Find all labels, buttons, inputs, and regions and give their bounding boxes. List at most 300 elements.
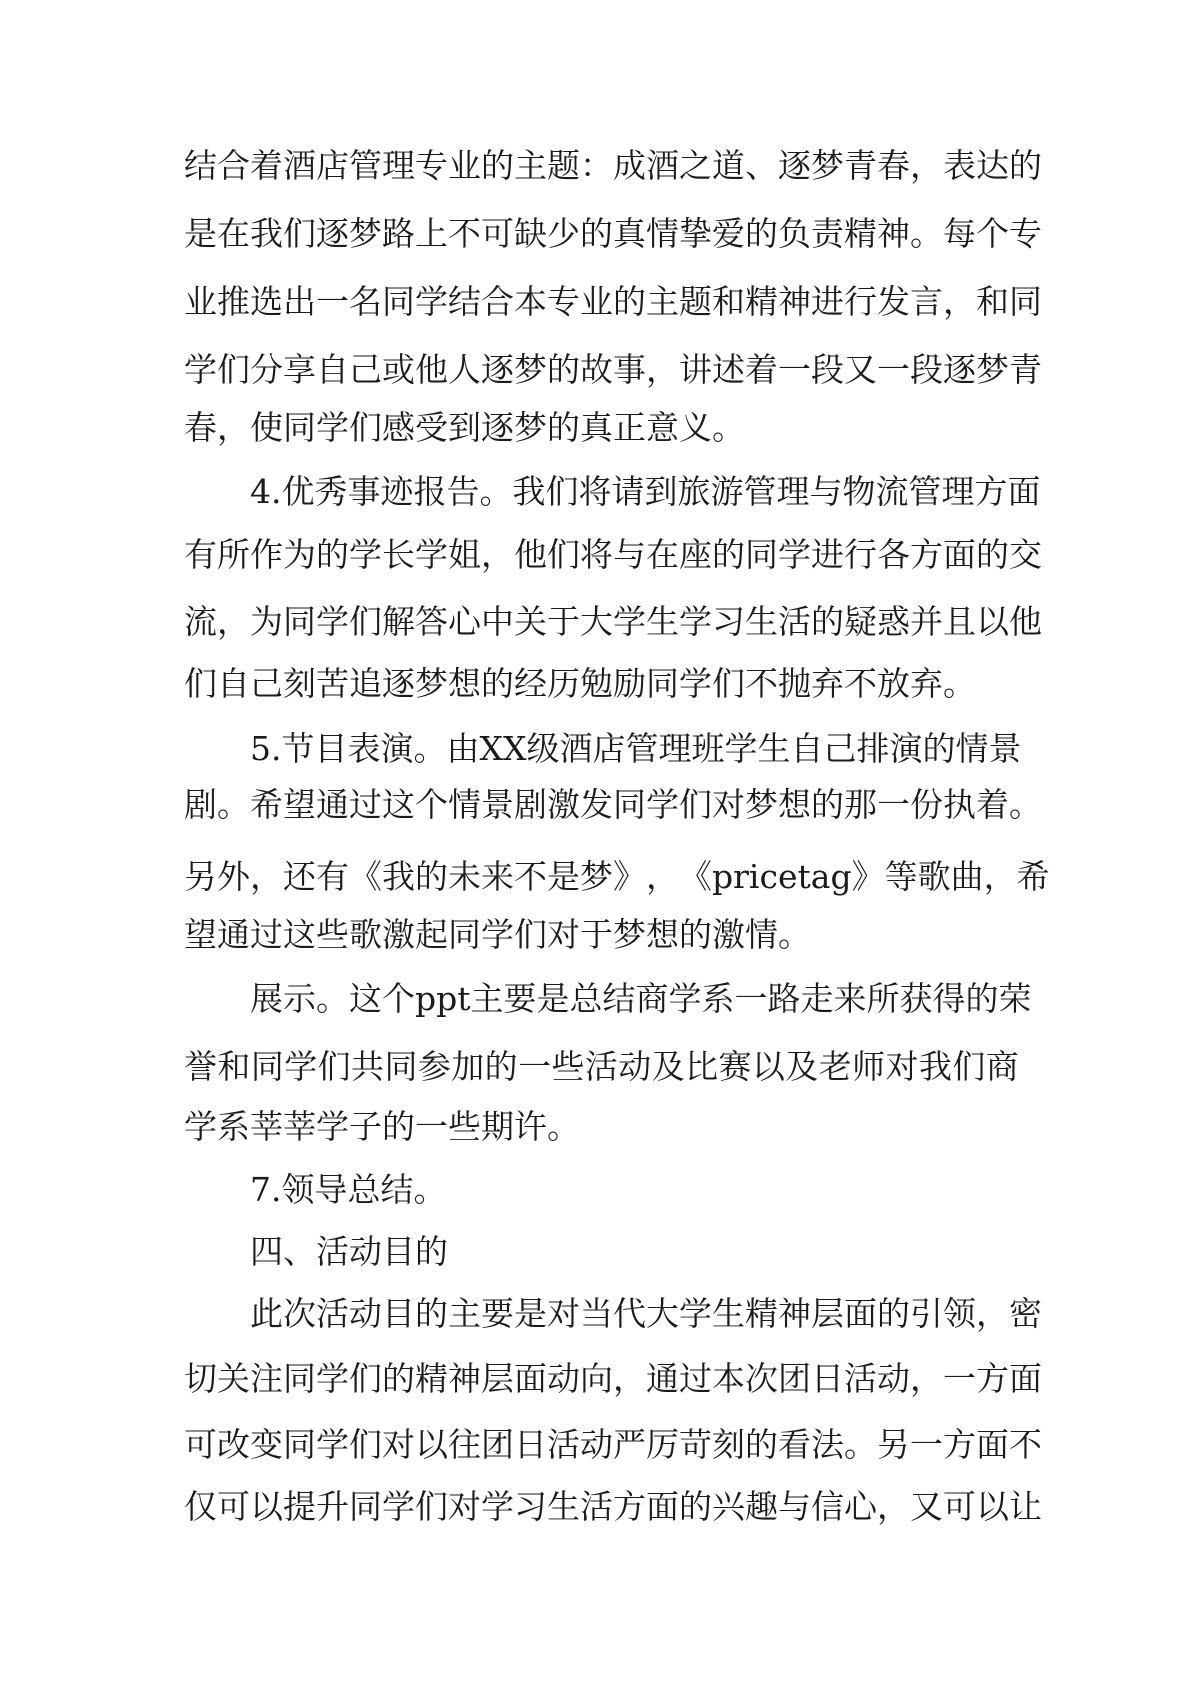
text-char: 们 (349, 602, 382, 641)
text-char: 方 (976, 1359, 1009, 1398)
text-char: 负 (778, 214, 811, 253)
text-char: 学 (724, 729, 758, 768)
text-char: 梦 (811, 146, 844, 185)
text-char: 。 (479, 472, 513, 511)
text-char: 道 (712, 146, 745, 185)
text-char: 级 (526, 729, 560, 768)
text-char: 《 (349, 857, 382, 896)
section-heading-text: 四、活动目的 (250, 1232, 448, 1271)
text-char: 酒 (283, 146, 316, 185)
text-char: 苛 (679, 1425, 712, 1464)
text-char: 每 (943, 214, 976, 253)
text-char: 对 (547, 1294, 580, 1333)
text-char: 生 (646, 602, 679, 641)
text-char: 店 (316, 146, 349, 185)
text-char: 学 (679, 602, 712, 641)
text-char: 们 (317, 1047, 351, 1086)
text-char: i (748, 857, 760, 896)
text-char: 同 (283, 1425, 316, 1464)
text-char: 《 (679, 857, 712, 896)
text-char: 5 (250, 729, 271, 768)
text-char: 团 (481, 1425, 514, 1464)
text-char: 剧 (184, 785, 217, 824)
text-char: 且 (943, 602, 976, 641)
text-char: 团 (778, 1359, 811, 1398)
text-char: 。 (910, 214, 943, 253)
text-char: 管 (743, 472, 777, 511)
text-char: c (759, 857, 778, 896)
text-char: t (797, 857, 811, 896)
text-char: 以 (250, 1487, 283, 1526)
text-char: 流 (184, 602, 217, 641)
text-char: 及 (651, 1047, 685, 1086)
text-char: 行 (844, 535, 877, 574)
text-char: 走 (800, 979, 834, 1018)
text-char: 一 (943, 1359, 976, 1398)
text-char: 合 (481, 282, 514, 321)
text-char: 的 (745, 1425, 778, 1464)
text-char: 中 (481, 602, 514, 641)
text-char: 》 (851, 857, 885, 896)
text-char: 专 (1009, 214, 1042, 253)
text-char: 理 (658, 729, 692, 768)
text-char: 他 (514, 535, 547, 574)
text-char: 来 (481, 857, 514, 896)
text-char: 向 (580, 1359, 613, 1398)
text-char: 管 (625, 729, 659, 768)
text-line-content: 望通过这些歌激起同学们对于梦想的激情。 (184, 915, 811, 954)
text-char: 段 (811, 350, 844, 389)
text-line (184, 1420, 1042, 1470)
text-char: 学 (415, 535, 448, 574)
text-char: 答 (415, 602, 448, 641)
text-char: 总 (569, 979, 603, 1018)
text-line-content: 们自己刻苦追逐梦想的经历勉励同学们不抛弃不放弃。 (184, 664, 976, 703)
text-char: 们 (545, 472, 579, 511)
text-char: 还 (283, 857, 316, 896)
text-char: 誉 (184, 1047, 217, 1086)
text-char: 逐 (778, 146, 811, 185)
text-char: 理 (776, 472, 810, 511)
text-char: 学 (284, 1047, 318, 1086)
text-char: 对 (885, 1047, 919, 1086)
text-char: 不 (1009, 1425, 1042, 1464)
text-char: 讲 (679, 350, 712, 389)
text-char: 所 (217, 535, 250, 574)
text-char: 学 (415, 282, 448, 321)
text-char: 动 (580, 1425, 613, 1464)
text-line (184, 852, 1050, 902)
text-char: 次 (745, 1359, 778, 1398)
text-char: 变 (250, 1425, 283, 1464)
text-char: 着 (976, 785, 1009, 824)
text-char: 有 (184, 535, 217, 574)
text-char: 的 (484, 1047, 518, 1086)
text-char: 密 (1009, 1294, 1042, 1333)
text-char: ， (976, 1294, 1009, 1333)
text-char: 是 (184, 214, 217, 253)
text-char: 是 (536, 979, 570, 1018)
text-char: 份 (910, 785, 943, 824)
text-char: 请 (611, 472, 645, 511)
text-char: 人 (448, 350, 481, 389)
text-char: 关 (217, 1359, 250, 1398)
text-char: 惑 (877, 602, 910, 641)
text-char: 4 (250, 472, 271, 511)
text-char: 景 (988, 729, 1022, 768)
text-char: 神 (778, 282, 811, 321)
text-char: 精 (844, 214, 877, 253)
text-line (250, 724, 1022, 774)
text-char: 座 (679, 535, 712, 574)
text-char: 出 (283, 282, 316, 321)
text-char: 要 (503, 979, 537, 1018)
text-char: 激 (547, 785, 580, 824)
text-char: 学 (316, 1359, 349, 1398)
text-char: 学 (679, 1294, 712, 1333)
text-char: 。 (217, 785, 250, 824)
text-char: 是 (514, 1294, 547, 1333)
text-char: 们 (415, 1487, 448, 1526)
text-char: 解 (382, 602, 415, 641)
text-char: 成 (613, 146, 646, 185)
text-line (184, 597, 1042, 647)
text-char: 面 (976, 1425, 1009, 1464)
text-char: 以 (415, 1425, 448, 1464)
text-line (184, 780, 1042, 830)
text-char: 排 (856, 729, 890, 768)
text-char: 的 (965, 979, 999, 1018)
text-char: 一 (734, 979, 768, 1018)
text-char: 推 (217, 282, 250, 321)
text-char: 本 (712, 1359, 745, 1398)
text-line (184, 277, 1042, 327)
text-char: 严 (613, 1425, 646, 1464)
text-char: 分 (250, 350, 283, 389)
text-char: 行 (844, 282, 877, 321)
text-char: 不 (448, 214, 481, 253)
text-char: 另 (877, 1425, 910, 1464)
text-char: 同 (283, 602, 316, 641)
text-char: 演 (380, 729, 414, 768)
text-char: 面 (844, 1294, 877, 1333)
text-char: 学 (316, 1425, 349, 1464)
text-char: 面 (1007, 472, 1041, 511)
text-char: 理 (941, 472, 975, 511)
text-char: 表 (943, 146, 976, 185)
text-char: 挚 (679, 214, 712, 253)
text-char: 学 (349, 535, 382, 574)
text-char: 并 (910, 602, 943, 641)
text-char: 过 (349, 785, 382, 824)
text-char: 业 (580, 282, 613, 321)
text-char: p (415, 979, 437, 1018)
text-char: 述 (712, 350, 745, 389)
text-line (250, 467, 1041, 517)
text-char: 主 (448, 1294, 481, 1333)
text-char: 缺 (514, 214, 547, 253)
text-char: p (712, 857, 734, 896)
text-char: 的 (382, 1359, 415, 1398)
text-char: 交 (1009, 535, 1042, 574)
text-char: 业 (184, 282, 217, 321)
text-char: 商 (985, 1047, 1019, 1086)
text-char: 生 (547, 1487, 580, 1526)
text-line-content: 春，使同学们感受到逐梦的真正意义。 (184, 408, 745, 447)
text-char: 情 (646, 214, 679, 253)
text-char: ， (646, 350, 679, 389)
text-char: 流 (875, 472, 909, 511)
text-char: 活 (778, 602, 811, 641)
text-char: 秀 (314, 472, 348, 511)
text-char: 精 (745, 1294, 778, 1333)
text-char: 展 (250, 979, 283, 1018)
text-char: 学 (668, 979, 702, 1018)
text-char: 们 (217, 350, 250, 389)
text-char: 路 (767, 979, 801, 1018)
text-char: 我 (512, 472, 546, 511)
text-char: 以 (751, 1047, 785, 1086)
text-char: 梦 (976, 350, 1009, 389)
text-char: 的 (712, 535, 745, 574)
text-char: 和 (217, 1047, 251, 1086)
text-char: 故 (580, 350, 613, 389)
text-char: 在 (646, 535, 679, 574)
text-char: 动 (877, 1359, 910, 1398)
text-char: 为 (250, 602, 283, 641)
text-char: 个 (382, 979, 415, 1018)
text-char: 比 (685, 1047, 719, 1086)
text-char: 可 (184, 1425, 217, 1464)
text-char: 题 (547, 146, 580, 185)
text-char: 们 (952, 1047, 986, 1086)
text-char: 往 (448, 1425, 481, 1464)
text-char: 真 (613, 214, 646, 253)
text-char: 到 (644, 472, 678, 511)
text-char: 升 (316, 1487, 349, 1526)
text-char: 作 (250, 535, 283, 574)
text-char: 一 (316, 282, 349, 321)
text-char: ， (910, 146, 943, 185)
text-char: 和 (712, 282, 745, 321)
text-char: 方 (910, 535, 943, 574)
text-char: 个 (976, 214, 1009, 253)
text-char: 的 (679, 1487, 712, 1526)
text-char: 改 (217, 1425, 250, 1464)
text-char: 通 (646, 1359, 679, 1398)
text-char: 演 (889, 729, 923, 768)
text-char: 一 (778, 350, 811, 389)
text-char: 的 (613, 282, 646, 321)
text-char: 学 (184, 350, 217, 389)
text-char: 上 (415, 214, 448, 253)
text-char: 梦 (745, 785, 778, 824)
text-char: 活 (580, 1487, 613, 1526)
text-char: 可 (943, 1487, 976, 1526)
text-char: 习 (712, 602, 745, 641)
text-char: 题 (679, 282, 712, 321)
text-char: 得 (932, 979, 966, 1018)
text-char: 酒 (559, 729, 593, 768)
text-char: 爱 (712, 214, 745, 253)
text-char: 又 (844, 350, 877, 389)
text-char: 迹 (380, 472, 414, 511)
text-char: 同 (382, 282, 415, 321)
text-char: 为 (283, 535, 316, 574)
text-char: 神 (448, 1359, 481, 1398)
text-char: 当 (580, 1294, 613, 1333)
text-char: 》 (613, 857, 646, 896)
text-char: 此 (250, 1294, 283, 1333)
text-char: 在 (217, 214, 250, 253)
text-char: 他 (1009, 602, 1042, 641)
section-heading (250, 1227, 1019, 1277)
text-char: 责 (811, 214, 844, 253)
text-char: 可 (217, 1487, 250, 1526)
text-char: 梦 (349, 214, 382, 253)
text-char: 共 (351, 1047, 385, 1086)
text-char: 理 (382, 146, 415, 185)
text-char: 生 (712, 1294, 745, 1333)
text-char: 着 (745, 350, 778, 389)
text-char: 自 (316, 350, 349, 389)
text-char: 们 (349, 1359, 382, 1398)
text-char: 专 (415, 146, 448, 185)
text-char: 名 (349, 282, 382, 321)
text-char: 注 (250, 1359, 283, 1398)
text-char: 将 (578, 472, 612, 511)
text-char: 可 (481, 214, 514, 253)
text-char: 管 (349, 146, 382, 185)
text-char: 由 (446, 729, 480, 768)
text-char: 的 (811, 785, 844, 824)
text-char: 享 (283, 350, 316, 389)
text-char: 主 (514, 146, 547, 185)
text-char: 发 (877, 282, 910, 321)
text-char: 优 (281, 472, 315, 511)
text-char: p (436, 979, 458, 1018)
text-char: 们 (679, 785, 712, 824)
text-char: 代 (613, 1294, 646, 1333)
text-char: 游 (710, 472, 744, 511)
text-char: 个 (415, 785, 448, 824)
text-char: 另 (184, 857, 217, 896)
text-char: ， (943, 282, 976, 321)
text-char: 的 (415, 1294, 448, 1333)
text-char: 荣 (998, 979, 1032, 1018)
text-char: 等 (884, 857, 918, 896)
text-char: 达 (976, 146, 1009, 185)
text-char: 我 (250, 214, 283, 253)
text-char: 来 (833, 979, 867, 1018)
text-char: 大 (646, 1294, 679, 1333)
text-char: X (479, 729, 503, 768)
text-char: 望 (283, 785, 316, 824)
text-char: 方 (943, 1425, 976, 1464)
text-char: 仅 (184, 1487, 217, 1526)
text-char: 告 (446, 472, 480, 511)
text-char: 的 (877, 1294, 910, 1333)
text-char: . (271, 729, 282, 768)
text-char: 以 (976, 602, 1009, 641)
text-char: 方 (974, 472, 1008, 511)
text-char: 加 (451, 1047, 485, 1086)
text-char: ， (910, 1359, 943, 1398)
text-char: 这 (382, 785, 415, 824)
text-char: 的 (580, 214, 613, 253)
text-char: 段 (910, 350, 943, 389)
text-char: 未 (448, 857, 481, 896)
text-char: 系 (701, 979, 735, 1018)
text-char: 商 (635, 979, 669, 1018)
text-char: 些 (551, 1047, 585, 1086)
text-char: 发 (580, 785, 613, 824)
text-char: 趣 (745, 1487, 778, 1526)
text-line (184, 141, 1042, 191)
text-char: 物 (842, 472, 876, 511)
text-char: 疑 (844, 602, 877, 641)
text-char: 。 (1009, 785, 1042, 824)
text-char: a (810, 857, 831, 896)
text-char: 之 (679, 146, 712, 185)
text-char: 逐 (481, 350, 514, 389)
text-char: 本 (514, 282, 547, 321)
text-char: 学 (613, 602, 646, 641)
text-char: 同 (613, 785, 646, 824)
text-char: 一 (518, 1047, 552, 1086)
text-char: 过 (679, 1359, 712, 1398)
text-char: 曲 (950, 857, 984, 896)
text-char: 让 (1009, 1487, 1042, 1526)
text-char: t (457, 979, 471, 1018)
text-char: 关 (514, 602, 547, 641)
text-char: 着 (250, 146, 283, 185)
text-char: 一 (877, 350, 910, 389)
text-char: 不 (514, 857, 547, 896)
text-char: 以 (976, 1487, 1009, 1526)
text-line (184, 1042, 1019, 1092)
text-char: 老 (818, 1047, 852, 1086)
text-char: 神 (778, 1294, 811, 1333)
text-char: 旅 (677, 472, 711, 511)
text-char: . (271, 472, 282, 511)
text-char: 切 (184, 1359, 217, 1398)
text-line (184, 1354, 1042, 1404)
text-char: 长 (382, 535, 415, 574)
text-char: 学 (316, 602, 349, 641)
text-char: 又 (910, 1487, 943, 1526)
text-char: 大 (580, 602, 613, 641)
text-char: 的 (1009, 146, 1042, 185)
text-char: 执 (943, 785, 976, 824)
text-char: 事 (347, 472, 381, 511)
text-char: 学 (778, 535, 811, 574)
text-char: 动 (349, 1294, 382, 1333)
text-char: 面 (943, 535, 976, 574)
text-line (184, 530, 1042, 580)
text-char: 活 (316, 1294, 349, 1333)
text-line-content: 学系莘莘学子的一些期许。 (184, 1107, 580, 1146)
text-char: 面 (646, 1487, 679, 1526)
text-line (184, 659, 1019, 709)
text-char: 事 (613, 350, 646, 389)
text-char: 活 (844, 1359, 877, 1398)
text-char: 主 (646, 282, 679, 321)
text-char: 神 (877, 214, 910, 253)
text-char: 生 (745, 602, 778, 641)
text-char: ， (481, 535, 514, 574)
text-char: 生 (757, 729, 791, 768)
